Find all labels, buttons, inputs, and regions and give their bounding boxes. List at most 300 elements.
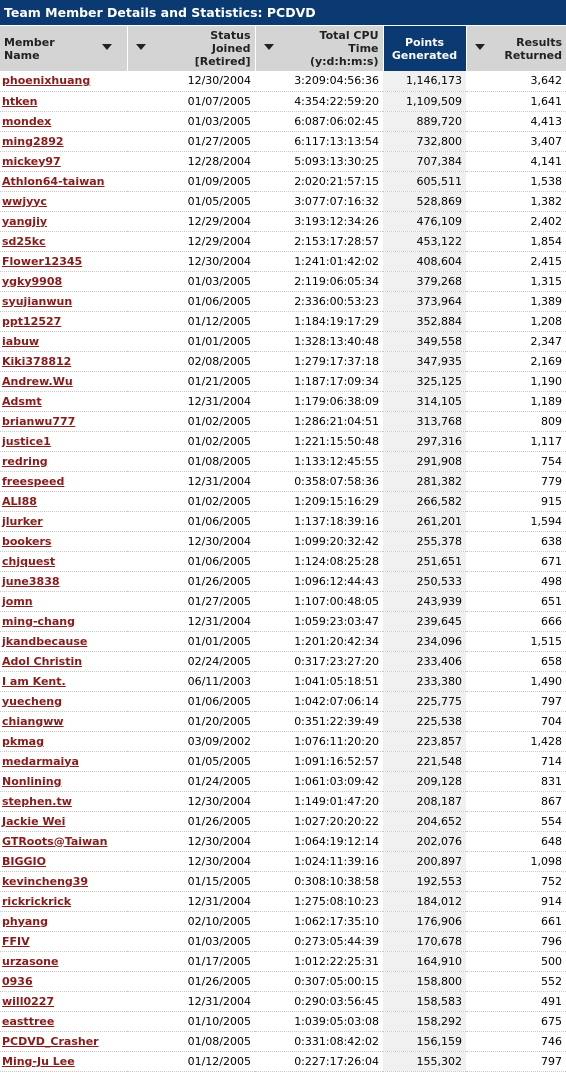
cpu-time-cell: 2:336:00:53:23 (255, 291, 383, 311)
results-returned-cell: 754 (466, 451, 566, 471)
points-generated-cell: 208,187 (383, 791, 466, 811)
status-joined-cell: 02/10/2005 (127, 911, 255, 931)
member-name-link[interactable]: freespeed (2, 474, 65, 488)
points-generated-cell: 325,125 (383, 371, 466, 391)
points-generated-cell: 176,906 (383, 911, 466, 931)
member-name-link[interactable]: I am Kent. (2, 674, 66, 688)
table-row (0, 771, 566, 791)
points-generated-cell: 243,939 (383, 591, 466, 611)
table-row (0, 151, 566, 171)
table-row (0, 491, 566, 511)
cpu-time-cell: 1:061:03:09:42 (255, 771, 383, 791)
member-name-link[interactable]: pkmag (2, 734, 44, 748)
member-name-cell (0, 691, 127, 711)
member-name-link[interactable]: mickey97 (2, 154, 61, 168)
header-member-name[interactable] (0, 26, 127, 71)
table-row (0, 631, 566, 651)
member-name-cell (0, 451, 127, 471)
cpu-time-cell: 1:149:01:47:20 (255, 791, 383, 811)
member-name-cell (0, 431, 127, 451)
status-joined-cell: 01/26/2005 (127, 811, 255, 831)
cpu-time-cell: 1:041:05:18:51 (255, 671, 383, 691)
results-returned-cell: 4,413 (466, 111, 566, 131)
cpu-time-cell: 1:027:20:20:22 (255, 811, 383, 831)
member-name-cell (0, 151, 127, 171)
table-row (0, 551, 566, 571)
member-name-cell (0, 871, 127, 891)
results-returned-cell: 704 (466, 711, 566, 731)
results-returned-cell: 867 (466, 791, 566, 811)
team-members-table (0, 26, 566, 1072)
member-name-cell (0, 291, 127, 311)
status-joined-cell: 12/31/2004 (127, 991, 255, 1011)
table-row (0, 891, 566, 911)
member-name-link[interactable]: ALI88 (2, 494, 37, 508)
table-row (0, 811, 566, 831)
cpu-time-cell: 1:286:21:04:51 (255, 411, 383, 431)
table-row (0, 571, 566, 591)
cpu-time-cell: 0:308:10:38:58 (255, 871, 383, 891)
results-returned-cell: 666 (466, 611, 566, 631)
table-row (0, 591, 566, 611)
cpu-time-cell: 1:039:05:03:08 (255, 1011, 383, 1031)
member-name-link[interactable]: kevincheng39 (2, 874, 89, 888)
table-row (0, 71, 566, 91)
cpu-time-cell: 1:241:01:42:02 (255, 251, 383, 271)
cpu-time-cell: 1:209:15:16:29 (255, 491, 383, 511)
header-results-returned[interactable] (466, 26, 566, 71)
cpu-time-cell: 0:331:08:42:02 (255, 1031, 383, 1051)
table-row (0, 931, 566, 951)
table-row (0, 351, 566, 371)
points-generated-cell: 1,146,173 (383, 71, 466, 91)
results-returned-cell: 1,389 (466, 291, 566, 311)
member-name-link[interactable]: bookers (2, 534, 52, 548)
status-joined-cell: 12/30/2004 (127, 851, 255, 871)
status-joined-cell: 01/10/2005 (127, 1011, 255, 1031)
cpu-time-cell: 1:201:20:42:34 (255, 631, 383, 651)
member-name-cell (0, 931, 127, 951)
member-name-link[interactable]: yuecheng (2, 694, 62, 708)
table-row (0, 651, 566, 671)
header-member-name-label: Member Name (4, 35, 55, 62)
results-returned-cell: 796 (466, 931, 566, 951)
member-name-cell (0, 411, 127, 431)
member-name-cell (0, 211, 127, 231)
results-returned-cell: 4,141 (466, 151, 566, 171)
status-joined-cell: 01/17/2005 (127, 951, 255, 971)
results-returned-cell: 2,169 (466, 351, 566, 371)
results-returned-cell: 1,190 (466, 371, 566, 391)
table-row (0, 251, 566, 271)
status-joined-cell: 01/02/2005 (127, 431, 255, 451)
points-generated-cell: 200,897 (383, 851, 466, 871)
member-name-link[interactable]: Nonlining (2, 774, 62, 788)
status-joined-cell: 01/26/2005 (127, 571, 255, 591)
status-joined-cell: 12/29/2004 (127, 211, 255, 231)
points-generated-cell: 707,384 (383, 151, 466, 171)
results-returned-cell: 1,098 (466, 851, 566, 871)
status-joined-cell: 01/09/2005 (127, 171, 255, 191)
member-name-cell (0, 711, 127, 731)
member-name-cell (0, 911, 127, 931)
sort-arrow-down-icon[interactable] (102, 44, 112, 50)
header-points-generated[interactable] (383, 26, 466, 71)
status-joined-cell: 01/12/2005 (127, 311, 255, 331)
member-name-cell (0, 891, 127, 911)
status-joined-cell: 12/29/2004 (127, 231, 255, 251)
member-name-link[interactable]: brianwu777 (2, 414, 76, 428)
status-joined-cell: 01/24/2005 (127, 771, 255, 791)
cpu-time-cell: 2:119:06:05:34 (255, 271, 383, 291)
header-results-returned-label: Results Returned (504, 35, 562, 62)
sort-arrow-down-icon[interactable] (264, 44, 274, 50)
member-name-link[interactable]: iabuw (2, 334, 40, 348)
cpu-time-cell: 3:077:07:16:32 (255, 191, 383, 211)
points-generated-cell: 250,533 (383, 571, 466, 591)
member-name-cell (0, 251, 127, 271)
member-name-link[interactable]: PCDVD_Crasher (2, 1034, 99, 1048)
member-name-link[interactable]: justice1 (2, 434, 51, 448)
member-name-link[interactable]: ming-chang (2, 614, 75, 628)
table-row (0, 731, 566, 751)
points-generated-cell: 156,159 (383, 1031, 466, 1051)
member-name-cell (0, 231, 127, 251)
table-row (0, 751, 566, 771)
status-joined-cell: 01/21/2005 (127, 371, 255, 391)
table-row (0, 691, 566, 711)
points-generated-cell: 233,380 (383, 671, 466, 691)
member-name-link[interactable]: redring (2, 454, 48, 468)
member-name-link[interactable]: Adol Christin (2, 654, 83, 668)
cpu-time-cell: 1:107:00:48:05 (255, 591, 383, 611)
member-name-cell (0, 1031, 127, 1051)
status-joined-cell: 01/03/2005 (127, 111, 255, 131)
member-name-cell (0, 471, 127, 491)
points-generated-cell: 209,128 (383, 771, 466, 791)
member-name-link[interactable]: BIGGIO (2, 854, 46, 868)
results-returned-cell: 1,515 (466, 631, 566, 651)
cpu-time-cell: 1:099:20:32:42 (255, 531, 383, 551)
table-row (0, 971, 566, 991)
member-name-link[interactable]: phoenixhuang (2, 74, 91, 88)
table-row (0, 311, 566, 331)
points-generated-cell: 889,720 (383, 111, 466, 131)
member-name-link[interactable]: 0936 (2, 974, 33, 988)
status-joined-cell: 01/06/2005 (127, 291, 255, 311)
member-name-cell (0, 91, 127, 111)
member-name-link[interactable]: june3838 (2, 574, 60, 588)
results-returned-cell: 671 (466, 551, 566, 571)
status-joined-cell: 01/27/2005 (127, 591, 255, 611)
table-row (0, 471, 566, 491)
member-name-link[interactable]: Kiki378812 (2, 354, 72, 368)
table-row (0, 291, 566, 311)
status-joined-cell: 12/28/2004 (127, 151, 255, 171)
status-joined-cell: 01/02/2005 (127, 411, 255, 431)
status-joined-cell: 01/03/2005 (127, 271, 255, 291)
points-generated-cell: 255,378 (383, 531, 466, 551)
results-returned-cell: 498 (466, 571, 566, 591)
header-status-joined[interactable] (127, 26, 255, 71)
table-row (0, 371, 566, 391)
table-row (0, 1011, 566, 1031)
cpu-time-cell: 0:351:22:39:49 (255, 711, 383, 731)
status-joined-cell: 01/08/2005 (127, 1031, 255, 1051)
member-name-link[interactable]: GTRoots@Taiwan (2, 834, 108, 848)
member-name-link[interactable]: ming2892 (2, 134, 64, 148)
results-returned-cell: 797 (466, 691, 566, 711)
results-returned-cell: 914 (466, 891, 566, 911)
member-name-link[interactable]: jomn (2, 594, 33, 608)
member-name-cell (0, 631, 127, 651)
points-generated-cell: 313,768 (383, 411, 466, 431)
member-name-link[interactable]: syujianwun (2, 294, 73, 308)
points-generated-cell: 297,316 (383, 431, 466, 451)
results-returned-cell: 714 (466, 751, 566, 771)
points-generated-cell: 732,800 (383, 131, 466, 151)
member-name-link[interactable]: urzasone (2, 954, 59, 968)
status-joined-cell: 01/08/2005 (127, 451, 255, 471)
table-row (0, 951, 566, 971)
points-generated-cell: 234,096 (383, 631, 466, 651)
results-returned-cell: 3,642 (466, 71, 566, 91)
results-returned-cell: 651 (466, 591, 566, 611)
points-generated-cell: 155,302 (383, 1051, 466, 1071)
cpu-time-cell: 1:137:18:39:16 (255, 511, 383, 531)
cpu-time-cell: 1:042:07:06:14 (255, 691, 383, 711)
member-name-cell (0, 531, 127, 551)
member-name-link[interactable]: htken (2, 94, 38, 108)
table-row (0, 991, 566, 1011)
status-joined-cell: 01/12/2005 (127, 1051, 255, 1071)
member-name-cell (0, 191, 127, 211)
table-row (0, 511, 566, 531)
table-row (0, 531, 566, 551)
points-generated-cell: 251,651 (383, 551, 466, 571)
cpu-time-cell: 1:279:17:37:18 (255, 351, 383, 371)
table-row (0, 331, 566, 351)
member-name-cell (0, 791, 127, 811)
cpu-time-cell: 1:328:13:40:48 (255, 331, 383, 351)
member-name-link[interactable]: easttree (2, 1014, 55, 1028)
results-returned-cell: 809 (466, 411, 566, 431)
status-joined-cell: 12/31/2004 (127, 611, 255, 631)
member-name-link[interactable]: Athlon64-taiwan (2, 174, 105, 188)
table-row (0, 431, 566, 451)
results-returned-cell: 797 (466, 1051, 566, 1071)
points-generated-cell: 352,884 (383, 311, 466, 331)
results-returned-cell: 1,428 (466, 731, 566, 751)
table-row (0, 111, 566, 131)
member-name-cell (0, 391, 127, 411)
points-generated-cell: 453,122 (383, 231, 466, 251)
member-name-link[interactable]: jlurker (2, 514, 43, 528)
header-points-generated-label: Points Generated (391, 35, 458, 62)
status-joined-cell: 12/30/2004 (127, 251, 255, 271)
sort-arrow-down-icon[interactable] (475, 44, 485, 50)
cpu-time-cell: 6:117:13:13:54 (255, 131, 383, 151)
status-joined-cell: 02/08/2005 (127, 351, 255, 371)
member-name-link[interactable]: ppt12527 (2, 314, 62, 328)
member-name-cell (0, 551, 127, 571)
results-returned-cell: 491 (466, 991, 566, 1011)
cpu-time-cell: 0:273:05:44:39 (255, 931, 383, 951)
cpu-time-cell: 1:062:17:35:10 (255, 911, 383, 931)
status-joined-cell: 01/27/2005 (127, 131, 255, 151)
status-joined-cell: 06/11/2003 (127, 671, 255, 691)
points-generated-cell: 281,382 (383, 471, 466, 491)
results-returned-cell: 1,538 (466, 171, 566, 191)
status-joined-cell: 01/02/2005 (127, 491, 255, 511)
table-row (0, 1031, 566, 1051)
points-generated-cell: 225,538 (383, 711, 466, 731)
member-name-cell (0, 511, 127, 531)
table-row (0, 871, 566, 891)
cpu-time-cell: 0:358:07:58:36 (255, 471, 383, 491)
member-name-link[interactable]: stephen.tw (2, 794, 72, 808)
member-name-cell (0, 331, 127, 351)
status-joined-cell: 03/09/2002 (127, 731, 255, 751)
member-name-link[interactable]: jkandbecause (2, 634, 88, 648)
member-name-link[interactable]: Ming-Ju Lee (2, 1054, 75, 1068)
member-name-link[interactable]: yangjiy (2, 214, 48, 228)
status-joined-cell: 01/07/2005 (127, 91, 255, 111)
results-returned-cell: 1,208 (466, 311, 566, 331)
cpu-time-cell: 3:193:12:34:26 (255, 211, 383, 231)
member-name-cell (0, 491, 127, 511)
cpu-time-cell: 1:184:19:17:29 (255, 311, 383, 331)
table-row (0, 91, 566, 111)
cpu-time-cell: 1:275:08:10:23 (255, 891, 383, 911)
points-generated-cell: 184,012 (383, 891, 466, 911)
member-name-cell (0, 131, 127, 151)
cpu-time-cell: 1:096:12:44:43 (255, 571, 383, 591)
member-name-link[interactable]: Adsmt (2, 394, 42, 408)
member-name-link[interactable]: Andrew.Wu (2, 374, 73, 388)
table-row (0, 791, 566, 811)
table-row (0, 271, 566, 291)
cpu-time-cell: 1:059:23:03:47 (255, 611, 383, 631)
sort-arrow-down-icon[interactable] (136, 44, 146, 50)
member-name-cell (0, 751, 127, 771)
cpu-time-cell: 1:091:16:52:57 (255, 751, 383, 771)
points-generated-cell: 158,292 (383, 1011, 466, 1031)
member-name-link[interactable]: chjquest (2, 554, 56, 568)
member-name-cell (0, 271, 127, 291)
status-joined-cell: 01/05/2005 (127, 191, 255, 211)
cpu-time-cell: 1:076:11:20:20 (255, 731, 383, 751)
header-points-generated-link[interactable] (390, 35, 460, 62)
results-returned-cell: 746 (466, 1031, 566, 1051)
results-returned-cell: 2,347 (466, 331, 566, 351)
results-returned-cell: 638 (466, 531, 566, 551)
cpu-time-cell: 0:307:05:00:15 (255, 971, 383, 991)
cpu-time-cell: 0:290:03:56:45 (255, 991, 383, 1011)
member-name-cell (0, 171, 127, 191)
cpu-time-cell: 2:020:21:57:15 (255, 171, 383, 191)
member-name-cell (0, 831, 127, 851)
status-joined-cell: 01/06/2005 (127, 691, 255, 711)
cpu-time-cell: 1:179:06:38:09 (255, 391, 383, 411)
header-total-cpu-time[interactable] (255, 26, 383, 71)
member-name-cell (0, 371, 127, 391)
table-row (0, 231, 566, 251)
table-row (0, 671, 566, 691)
member-name-cell (0, 1011, 127, 1031)
member-name-link[interactable]: medarmaiya (2, 754, 79, 768)
results-returned-cell: 2,415 (466, 251, 566, 271)
table-row (0, 451, 566, 471)
points-generated-cell: 605,511 (383, 171, 466, 191)
member-name-link[interactable]: mondex (2, 114, 52, 128)
points-generated-cell: 239,645 (383, 611, 466, 631)
header-row (0, 26, 566, 71)
results-returned-cell: 658 (466, 651, 566, 671)
member-name-link[interactable]: chiangww (2, 714, 64, 728)
status-joined-cell: 12/31/2004 (127, 471, 255, 491)
cpu-time-cell: 1:221:15:50:48 (255, 431, 383, 451)
member-name-link[interactable]: rickrickrick (2, 894, 72, 908)
cpu-time-cell: 1:187:17:09:34 (255, 371, 383, 391)
points-generated-cell: 347,935 (383, 351, 466, 371)
member-name-link[interactable]: will0227 (2, 994, 55, 1008)
status-joined-cell: 01/06/2005 (127, 511, 255, 531)
cpu-time-cell: 1:133:12:45:55 (255, 451, 383, 471)
member-name-cell (0, 651, 127, 671)
member-name-link[interactable]: phyang (2, 914, 49, 928)
results-returned-cell: 554 (466, 811, 566, 831)
header-total-cpu-time-label: Total CPU Time (y:d:h:m:s) (309, 29, 379, 68)
cpu-time-cell: 6:087:06:02:45 (255, 111, 383, 131)
table-row (0, 391, 566, 411)
results-returned-cell: 1,117 (466, 431, 566, 451)
results-returned-cell: 752 (466, 871, 566, 891)
points-generated-cell: 349,558 (383, 331, 466, 351)
member-name-cell (0, 851, 127, 871)
status-joined-cell: 02/24/2005 (127, 651, 255, 671)
points-generated-cell: 164,910 (383, 951, 466, 971)
cpu-time-cell: 1:124:08:25:28 (255, 551, 383, 571)
cpu-time-cell: 1:064:19:12:14 (255, 831, 383, 851)
member-name-cell (0, 811, 127, 831)
status-joined-cell: 01/05/2005 (127, 751, 255, 771)
points-generated-cell: 221,548 (383, 751, 466, 771)
status-joined-cell: 01/20/2005 (127, 711, 255, 731)
member-name-link[interactable]: Flower12345 (2, 254, 83, 268)
results-returned-cell: 1,641 (466, 91, 566, 111)
member-name-cell (0, 311, 127, 331)
points-generated-cell: 266,582 (383, 491, 466, 511)
points-generated-cell: 225,775 (383, 691, 466, 711)
status-joined-cell: 12/30/2004 (127, 531, 255, 551)
member-name-cell (0, 351, 127, 371)
status-joined-cell: 01/01/2005 (127, 331, 255, 351)
table-row (0, 171, 566, 191)
member-name-link[interactable]: wwjyyc (2, 194, 47, 208)
status-joined-cell: 12/30/2004 (127, 791, 255, 811)
member-name-link[interactable]: Jackie Wei (2, 814, 66, 828)
cpu-time-cell: 1:024:11:39:16 (255, 851, 383, 871)
points-generated-cell: 170,678 (383, 931, 466, 951)
status-joined-cell: 12/30/2004 (127, 831, 255, 851)
results-returned-cell: 648 (466, 831, 566, 851)
member-name-cell (0, 591, 127, 611)
status-joined-cell: 12/31/2004 (127, 891, 255, 911)
member-name-link[interactable]: FFIV (2, 934, 30, 948)
member-name-link[interactable]: sd25kc (2, 234, 46, 248)
member-name-link[interactable]: ygky9908 (2, 274, 63, 288)
